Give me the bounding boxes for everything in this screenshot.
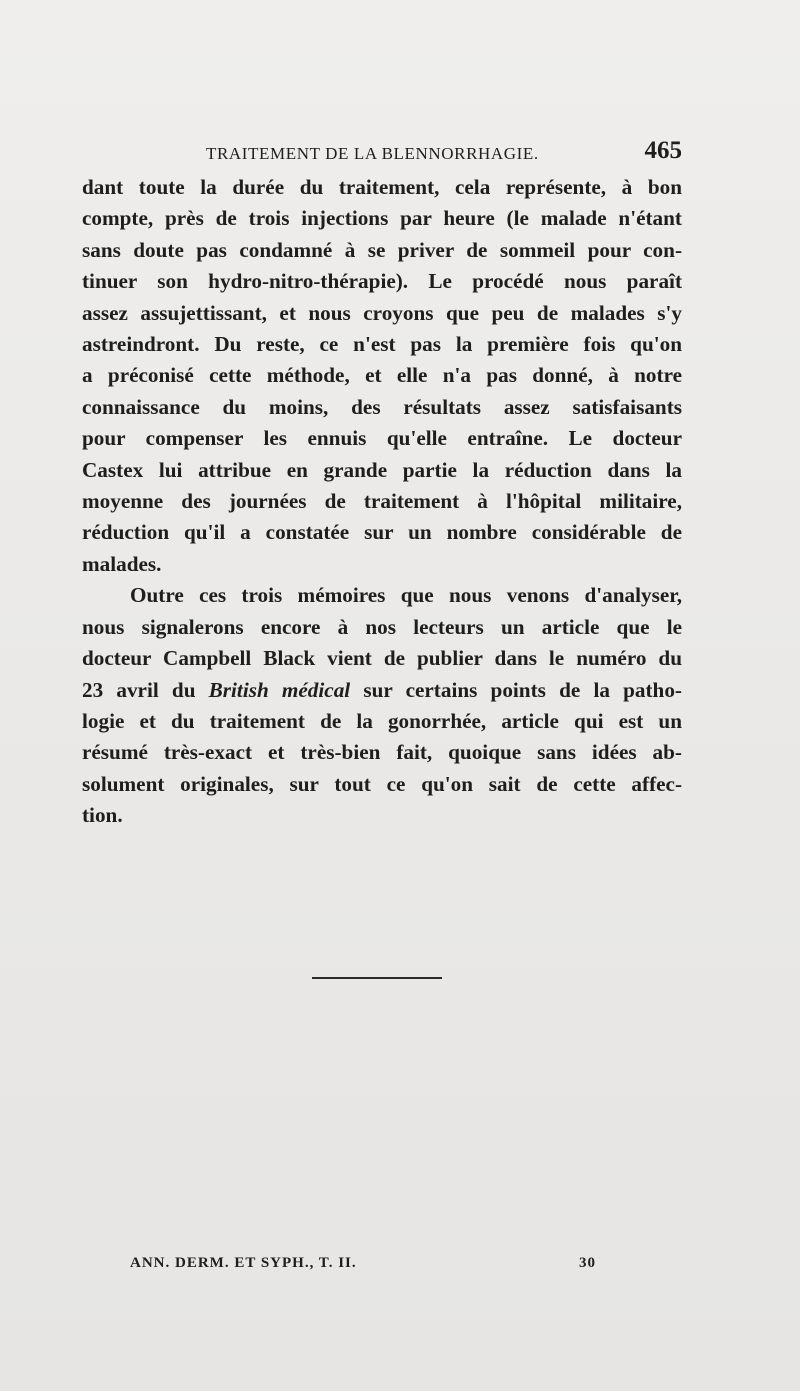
text-line: docteur Campbell Black vient de publier dans le numéro du: [82, 646, 682, 671]
text-line: sans doute pas condamné à se priver de sommeil pour con-: [82, 237, 682, 262]
paragraph-1: [82, 172, 682, 580]
text-line-content: Outre ces trois mémoires que nous venons d'analyser,: [130, 583, 682, 608]
text-line: compte, près de trois injections par heure (le malade n'étant: [82, 206, 682, 231]
text-line: pour compenser les ennuis qu'elle entraîne. Le docteur: [82, 426, 682, 451]
gathering-number: 30: [579, 1255, 596, 1271]
text-line: solument originales, sur tout ce qu'on sait de cette affec-: [82, 771, 682, 796]
text-line: a préconisé cette méthode, et elle n'a pas donné, à notre: [82, 363, 682, 388]
paragraph-2: [82, 580, 682, 831]
section-divider: [312, 977, 442, 979]
text-line: logie et du traitement de la gonorrhée, article qui est un: [82, 708, 682, 733]
text-line: réduction qu'il a constatée sur un nombre considérable de: [82, 520, 682, 545]
text-line: connaissance du moins, des résultats assez satisfaisants: [82, 394, 682, 419]
page-header: [82, 137, 682, 171]
text-line: assez assujettissant, et nous croyons que peu de malades s'y: [82, 300, 682, 325]
journal-title-italic: British médical: [208, 677, 351, 702]
text-line: astreindront. Du reste, ce n'est pas la première fois qu'on: [82, 332, 682, 357]
text-line: Castex lui attribue en grande partie la réduction dans la: [82, 457, 682, 482]
text-line: tion.: [82, 803, 123, 828]
text-line: [82, 675, 682, 706]
page-footer: [82, 1255, 682, 1279]
running-title: TRAITEMENT DE LA BLENNORRHAGIE.: [206, 144, 539, 163]
text-segment: 23 avril du: [82, 677, 209, 702]
text-line: moyenne des journées de traitement à l'hôpital militaire,: [82, 489, 682, 514]
text-line: résumé très-exact et très-bien fait, quoique sans idées ab-: [82, 740, 682, 765]
body-text: [82, 172, 682, 832]
text-line: nous signalerons encore à nos lecteurs un article que le: [82, 614, 682, 639]
text-line: tinuer son hydro-nitro-thérapie). Le procédé nous paraît: [82, 269, 682, 294]
text-line: [82, 580, 682, 611]
journal-signature: ANN. DERM. ET SYPH., T. II.: [130, 1255, 357, 1271]
text-line: dant toute la durée du traitement, cela représente, à bon: [82, 175, 682, 199]
text-segment: sur certains points de la patho-: [350, 677, 682, 702]
page-number: 465: [644, 137, 682, 164]
text-line: malades.: [82, 551, 162, 576]
